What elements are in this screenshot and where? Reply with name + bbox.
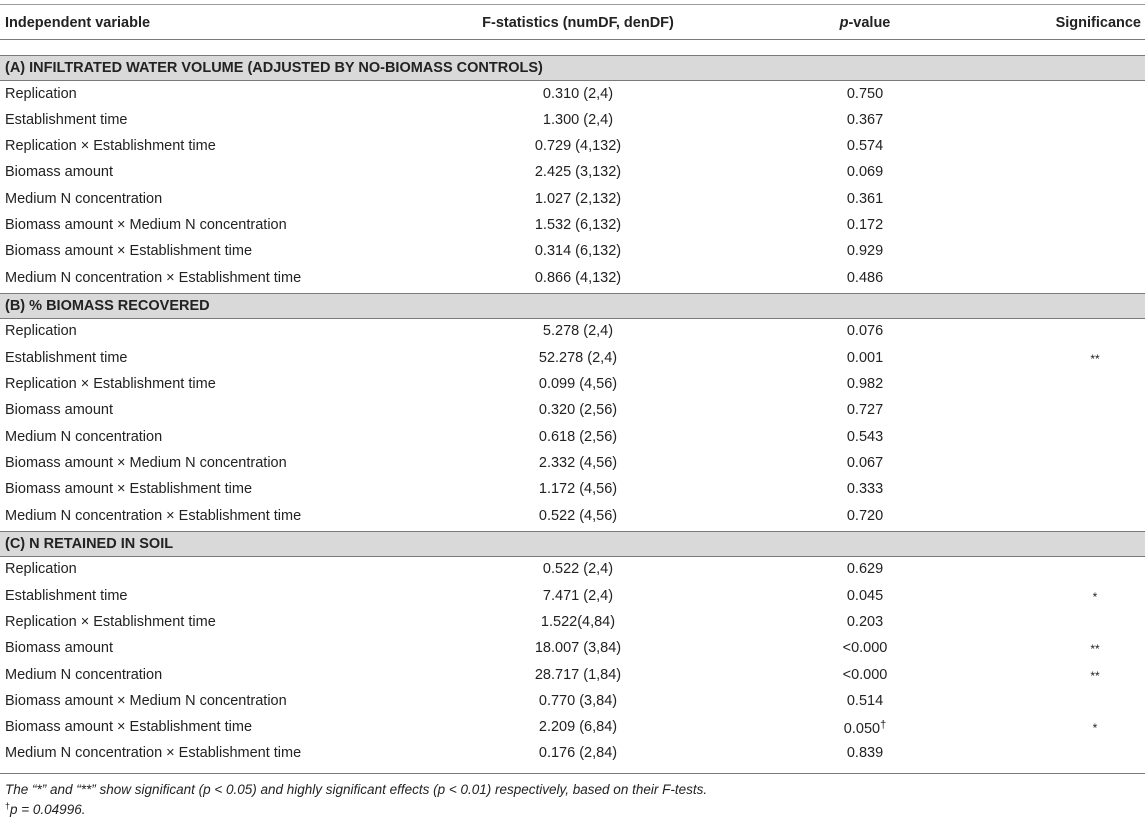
variable-cell: Replication × Establishment time [5, 613, 216, 630]
f-statistic-cell: 0.314 (6,132) [534, 243, 622, 260]
variable-cell: Replication [5, 561, 77, 578]
table-row [0, 372, 1145, 398]
significance-cell: ** [1090, 668, 1100, 683]
bottom-rule [0, 773, 1145, 774]
section-title: (A) INFILTRATED WATER VOLUME (ADJUSTED BY NO-BIOMASS CONTROLS) [5, 60, 543, 76]
section-header [0, 293, 1145, 319]
significance-cell: * [1092, 589, 1098, 604]
table-row [0, 504, 1145, 530]
p-value-cell: 0.067 [846, 454, 884, 471]
footnote-dagger [5, 801, 85, 817]
header-f-statistics: F-statistics (numDF, denDF) [482, 15, 674, 31]
p-value-cell: 0.045 [846, 587, 884, 604]
significance-cell: ** [1090, 642, 1100, 657]
p-value-cell: 0.750 [846, 85, 884, 102]
table-row [0, 425, 1145, 451]
header-p-letter: p [839, 15, 849, 31]
p-value-cell: 0.929 [846, 243, 884, 260]
header-independent-variable: Independent variable [5, 15, 151, 31]
table-row [0, 187, 1145, 213]
footnote-dagger-mark: † [5, 801, 11, 811]
footnote-dagger-text: p = 0.04996. [10, 802, 86, 817]
table-row [0, 663, 1145, 689]
f-statistic-cell: 7.471 (2,4) [542, 587, 614, 604]
variable-cell: Medium N concentration × Establishment time [5, 745, 302, 762]
variable-cell: Biomass amount [5, 640, 113, 657]
f-statistic-cell: 2.332 (4,56) [538, 454, 618, 471]
variable-cell: Medium N concentration [5, 428, 163, 445]
section-header [0, 55, 1145, 81]
f-statistic-cell: 1.027 (2,132) [534, 190, 622, 207]
table-header [0, 5, 1145, 40]
f-statistic-cell: 0.770 (3,84) [538, 692, 618, 709]
section-header [0, 531, 1145, 557]
f-statistic-cell: 2.425 (3,132) [534, 164, 622, 181]
p-value-cell: 0.367 [846, 111, 884, 128]
significance-cell: * [1092, 721, 1098, 736]
header-p-value [840, 15, 891, 31]
footnote-significance: The “*” and “**” show significant (p < 0.05) and highly significant effects (p < 0.01) respectively, based on their F-tests. [5, 782, 708, 797]
variable-cell: Replication [5, 323, 77, 340]
variable-cell: Medium N concentration [5, 666, 163, 683]
f-statistic-cell: 5.278 (2,4) [542, 323, 614, 340]
p-value-cell: <0.000 [842, 666, 888, 683]
f-statistic-cell: 0.522 (4,56) [538, 507, 618, 524]
p-value-cell [844, 719, 886, 737]
table-row [0, 213, 1145, 239]
table-row [0, 160, 1145, 186]
table-row [0, 346, 1145, 372]
variable-cell: Establishment time [5, 587, 128, 604]
f-statistic-cell: 1.532 (6,132) [534, 217, 622, 233]
table-row [0, 610, 1145, 636]
header-p-suffix: -value [848, 15, 891, 31]
p-value-cell: 0.203 [846, 613, 884, 630]
variable-cell: Establishment time [5, 111, 128, 128]
variable-cell: Biomass amount [5, 402, 113, 419]
p-value-cell: 0.543 [846, 428, 884, 445]
p-value-cell: 0.629 [846, 561, 884, 578]
p-value-cell: <0.000 [842, 640, 888, 657]
table-row [0, 134, 1145, 160]
f-statistic-cell: 28.717 (1,84) [534, 666, 622, 683]
variable-cell: Biomass amount × Medium N concentration [5, 454, 287, 471]
f-statistic-cell: 1.300 (2,4) [542, 111, 614, 128]
table-row [0, 239, 1145, 265]
p-value-cell: 0.727 [846, 402, 884, 419]
f-statistic-cell: 0.310 (2,4) [542, 85, 614, 102]
table-row [0, 715, 1145, 741]
significance-cell: ** [1090, 351, 1100, 366]
f-statistic-cell: 52.278 (2,4) [538, 349, 618, 366]
table-row [0, 266, 1145, 292]
p-value-cell: 0.172 [846, 217, 884, 233]
f-statistic-cell: 0.522 (2,4) [542, 561, 614, 578]
f-statistic-cell: 0.176 (2,84) [538, 745, 618, 762]
p-value-cell: 0.720 [846, 507, 884, 524]
f-statistic-cell: 18.007 (3,84) [534, 640, 622, 657]
table-row [0, 741, 1145, 767]
variable-cell: Establishment time [5, 349, 128, 366]
table-row [0, 451, 1145, 477]
table-row [0, 398, 1145, 424]
section-title: (C) N RETAINED IN SOIL [5, 535, 174, 552]
f-statistic-cell: 2.209 (6,84) [538, 719, 618, 736]
table-row [0, 108, 1145, 134]
f-statistic-cell: 0.099 (4,56) [538, 376, 618, 392]
table-row [0, 636, 1145, 662]
f-statistic-cell: 0.866 (4,132) [534, 269, 622, 286]
table-row [0, 557, 1145, 583]
f-statistic-cell: 0.320 (2,56) [538, 402, 618, 419]
table-row [0, 477, 1145, 503]
p-value-cell: 0.069 [846, 164, 884, 181]
variable-cell: Medium N concentration [5, 190, 163, 207]
p-value-cell: 0.333 [846, 481, 884, 498]
f-statistic-cell: 1.172 (4,56) [538, 481, 618, 498]
table-row [0, 319, 1145, 345]
variable-cell: Biomass amount × Establishment time [5, 243, 253, 260]
variable-cell: Biomass amount × Medium N concentration [5, 217, 287, 233]
variable-cell: Biomass amount × Medium N concentration [5, 692, 287, 709]
p-value-cell: 0.076 [846, 323, 884, 340]
f-statistic-cell: 0.618 (2,56) [538, 428, 618, 445]
f-statistic-cell: 1.522(4,84) [540, 613, 616, 630]
p-value-text: 0.050 [843, 721, 881, 738]
table-row [0, 584, 1145, 610]
variable-cell: Replication × Establishment time [5, 138, 216, 155]
variable-cell: Biomass amount × Establishment time [5, 719, 253, 736]
table-row [0, 82, 1145, 108]
variable-cell: Biomass amount × Establishment time [5, 481, 253, 498]
p-value-cell: 0.574 [846, 138, 884, 155]
p-value-cell: 0.361 [846, 190, 884, 207]
variable-cell: Replication × Establishment time [5, 376, 216, 392]
variable-cell: Replication [5, 85, 77, 102]
variable-cell: Biomass amount [5, 164, 113, 181]
p-value-cell: 0.486 [846, 269, 884, 286]
variable-cell: Medium N concentration × Establishment time [5, 507, 302, 524]
section-title: (B) % BIOMASS RECOVERED [5, 297, 210, 314]
p-value-cell: 0.839 [846, 745, 884, 762]
dagger-mark: † [880, 719, 887, 732]
table-row [0, 689, 1145, 715]
f-statistic-cell: 0.729 (4,132) [534, 138, 622, 155]
p-value-cell: 0.514 [846, 692, 884, 709]
p-value-cell: 0.982 [846, 376, 884, 392]
header-significance: Significance [1055, 15, 1141, 31]
p-value-cell: 0.001 [846, 349, 884, 366]
variable-cell: Medium N concentration × Establishment time [5, 269, 302, 286]
